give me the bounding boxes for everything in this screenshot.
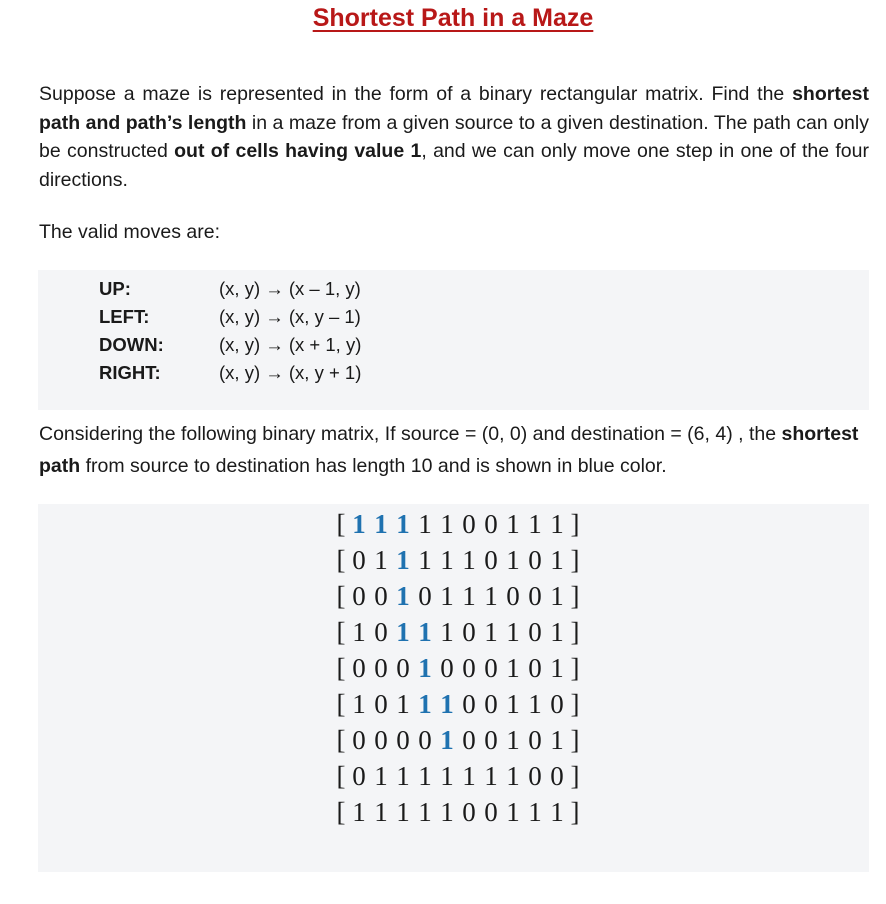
matrix-cell: 1: [506, 725, 520, 755]
matrix-open-bracket: [: [336, 581, 346, 611]
matrix-cell: 1: [506, 761, 520, 791]
matrix-row: [334, 614, 582, 650]
moves-box: [38, 270, 869, 410]
matrix-cell: 1: [440, 545, 454, 575]
matrix-cell: 1: [506, 653, 520, 683]
consider-text-1: Considering the following binary matrix, If source = (0, 0) and destination = (6, 4) , the: [39, 423, 782, 445]
matrix-cell: 1: [550, 725, 564, 755]
matrix-path-cell: 1: [440, 725, 454, 755]
matrix-cell: 1: [374, 761, 388, 791]
matrix-row: [334, 506, 582, 542]
matrix-row: [334, 650, 582, 686]
matrix-cell: 0: [484, 545, 498, 575]
matrix-cell: 0: [418, 725, 432, 755]
matrix-cell: 0: [374, 617, 388, 647]
matrix-cell: 0: [352, 545, 366, 575]
matrix-cell: 0: [484, 689, 498, 719]
matrix-row: [334, 578, 582, 614]
matrix-cell: 0: [462, 689, 476, 719]
matrix-cell: 0: [528, 653, 542, 683]
page-title: Shortest Path in a Maze: [312, 4, 594, 32]
matrix-cell: 0: [484, 797, 498, 827]
matrix-cell: 0: [484, 509, 498, 539]
matrix-cell: 0: [374, 581, 388, 611]
matrix-cell: 0: [484, 653, 498, 683]
matrix-close-bracket: ]: [570, 761, 580, 791]
matrix-cell: 1: [396, 689, 410, 719]
matrix-path-cell: 1: [396, 617, 410, 647]
matrix-path-cell: 1: [396, 545, 410, 575]
move-label-down: DOWN:: [99, 334, 164, 355]
matrix-cell: 1: [550, 617, 564, 647]
matrix-cell: 0: [506, 581, 520, 611]
matrix-cell: 0: [374, 725, 388, 755]
move-expr-down: (x, y) → (x + 1, y): [219, 334, 362, 355]
matrix-open-bracket: [: [336, 689, 346, 719]
consider-paragraph: [39, 418, 869, 482]
matrix-cell: 1: [550, 797, 564, 827]
matrix-cell: 1: [418, 545, 432, 575]
matrix-close-bracket: ]: [570, 509, 580, 539]
matrix-row: [334, 758, 582, 794]
matrix-path-cell: 1: [374, 509, 388, 539]
matrix-cell: 0: [462, 509, 476, 539]
matrix-cell: 0: [440, 653, 454, 683]
matrix-open-bracket: [: [336, 617, 346, 647]
matrix-row: [334, 686, 582, 722]
matrix-close-bracket: ]: [570, 545, 580, 575]
matrix-path-cell: 1: [440, 689, 454, 719]
matrix-cell: 0: [550, 761, 564, 791]
matrix-cell: 0: [462, 653, 476, 683]
matrix-cell: 0: [374, 653, 388, 683]
matrix-cell: 1: [440, 761, 454, 791]
matrix-path-cell: 1: [352, 509, 366, 539]
matrix-cell: 1: [550, 509, 564, 539]
matrix-cell: 1: [506, 617, 520, 647]
matrix-cell: 1: [528, 509, 542, 539]
matrix-cell: 0: [462, 797, 476, 827]
matrix-cell: 1: [440, 797, 454, 827]
matrix-open-bracket: [: [336, 725, 346, 755]
intro-bold-1: shortest path and path’s length: [39, 83, 869, 134]
move-expr-left: (x, y) → (x, y – 1): [219, 306, 361, 327]
matrix-cell: 1: [528, 797, 542, 827]
matrix-close-bracket: ]: [570, 653, 580, 683]
matrix-cell: 1: [462, 581, 476, 611]
matrix-path-cell: 1: [396, 581, 410, 611]
matrix-cell: 1: [506, 509, 520, 539]
matrix-cell: 1: [506, 797, 520, 827]
matrix-cell: 1: [550, 581, 564, 611]
matrix-cell: 1: [440, 509, 454, 539]
move-label-left: LEFT:: [99, 306, 150, 327]
matrix-path-cell: 1: [396, 509, 410, 539]
move-expr-right: (x, y) → (x, y + 1): [219, 362, 362, 383]
matrix-close-bracket: ]: [570, 725, 580, 755]
matrix-cell: 1: [528, 689, 542, 719]
matrix-open-bracket: [: [336, 653, 346, 683]
matrix-row: [334, 542, 582, 578]
matrix-cell: 1: [352, 617, 366, 647]
matrix-cell: 1: [418, 509, 432, 539]
matrix-cell: 0: [528, 545, 542, 575]
matrix-cell: 1: [396, 761, 410, 791]
intro-bold-2: out of cells having value 1: [174, 140, 422, 162]
move-label-up: UP:: [99, 278, 131, 299]
matrix-cell: 1: [550, 653, 564, 683]
matrix-cell: 1: [418, 797, 432, 827]
matrix-cell: 0: [374, 689, 388, 719]
matrix-close-bracket: ]: [570, 581, 580, 611]
intro-text-1: Suppose a maze is represented in the form of a binary rectangular matrix. Find the: [39, 83, 793, 105]
matrix-row: [334, 794, 582, 830]
matrix-cell: 0: [352, 725, 366, 755]
matrix-close-bracket: ]: [570, 797, 580, 827]
matrix-cell: 0: [396, 725, 410, 755]
matrix-cell: 0: [528, 617, 542, 647]
matrix-cell: 1: [352, 797, 366, 827]
matrix-cell: 0: [528, 761, 542, 791]
move-expr-up: (x, y) → (x – 1, y): [219, 278, 361, 299]
matrix-cell: 0: [462, 725, 476, 755]
matrix-cell: 1: [484, 617, 498, 647]
matrix-box: [38, 504, 869, 872]
matrix-open-bracket: [: [336, 797, 346, 827]
matrix-cell: 0: [484, 725, 498, 755]
consider-text-2: from source to destination has length 10 and is shown in blue color.: [80, 455, 667, 477]
matrix-cell: 1: [440, 581, 454, 611]
matrix-cell: 0: [528, 581, 542, 611]
matrix-cell: 1: [352, 689, 366, 719]
valid-moves-heading: The valid moves are:: [39, 221, 220, 243]
matrix-cell: 1: [440, 617, 454, 647]
matrix-cell: 0: [396, 653, 410, 683]
matrix-open-bracket: [: [336, 545, 346, 575]
matrix-cell: 0: [352, 653, 366, 683]
move-label-right: RIGHT:: [99, 362, 161, 383]
matrix-cell: 0: [462, 617, 476, 647]
matrix-cell: 0: [352, 761, 366, 791]
matrix-cell: 0: [550, 689, 564, 719]
matrix-cell: 1: [484, 761, 498, 791]
matrix-cell: 0: [352, 581, 366, 611]
matrix-cell: 1: [462, 545, 476, 575]
matrix-cell: 1: [374, 545, 388, 575]
matrix-cell: 1: [506, 689, 520, 719]
matrix-cell: 1: [462, 761, 476, 791]
intro-paragraph: [39, 80, 869, 194]
matrix-path-cell: 1: [418, 689, 432, 719]
matrix-path-cell: 1: [418, 653, 432, 683]
matrix-row: [334, 722, 582, 758]
matrix-open-bracket: [: [336, 509, 346, 539]
matrix-close-bracket: ]: [570, 689, 580, 719]
matrix-open-bracket: [: [336, 761, 346, 791]
matrix-cell: 1: [484, 581, 498, 611]
consider-bold-1: shortest path: [39, 423, 859, 477]
matrix-cell: 1: [374, 797, 388, 827]
matrix-close-bracket: ]: [570, 617, 580, 647]
intro-text-3: , and we can only move one step in one of the four directions.: [39, 140, 869, 191]
matrix-cell: 1: [396, 797, 410, 827]
matrix-cell: 1: [550, 545, 564, 575]
matrix-cell: 0: [528, 725, 542, 755]
intro-text-2: in a maze from a given source to a given destination. The path can only be constructed: [39, 111, 869, 162]
matrix-cell: 1: [418, 761, 432, 791]
matrix-cell: 1: [506, 545, 520, 575]
matrix-cell: 0: [418, 581, 432, 611]
matrix-path-cell: 1: [418, 617, 432, 647]
